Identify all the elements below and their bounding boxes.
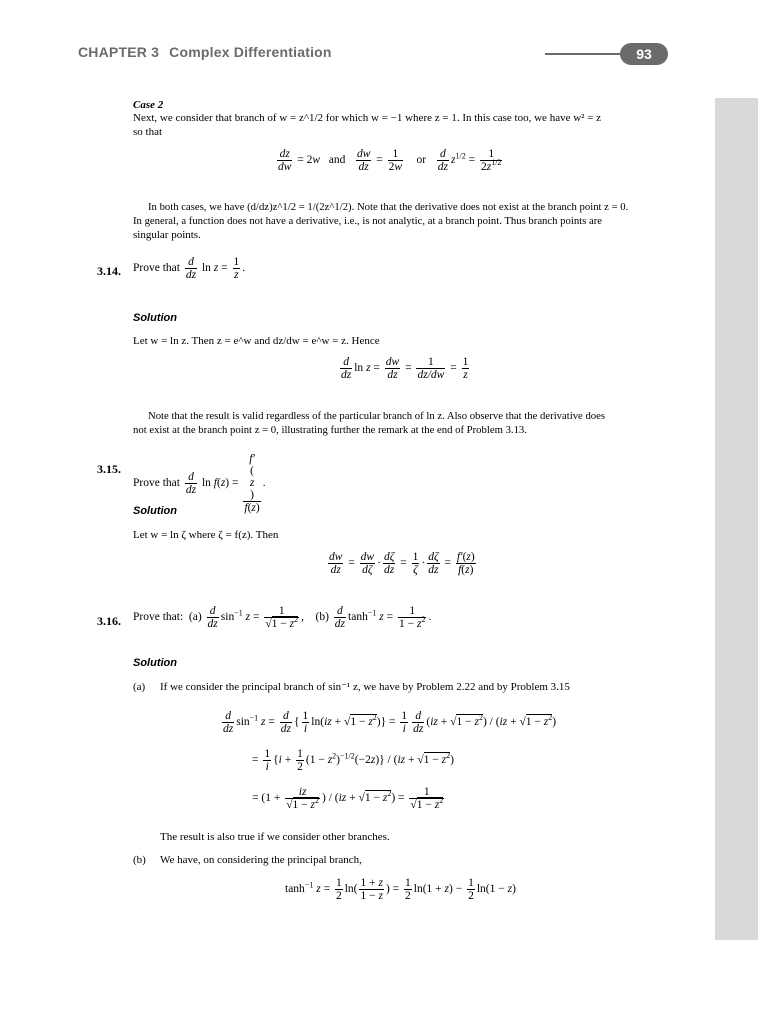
problem-statement: Prove that: (a) $\frac{d}{dz}$ $\sin^{-1} z$ = $\frac{1}{√1 - z^2}$ , (b) $\frac{d}{dz}$ $\tanh^{-1} z$ = $\frac{1}{1 - z^2}$ . <box>133 605 432 630</box>
case2-para-3: singular points. <box>133 229 201 241</box>
case2-text-2: so that <box>133 126 163 138</box>
solution-equation: $\frac{dw}{dz}$ = $\frac{dw}{d\zeta}$ · $\frac{d\zeta}{dz}$ = $\frac{1}{\zeta}$ · $\frac{d\zeta}{dz}$ = $\frac{f'(z)}{f(z)}$ <box>329 551 475 576</box>
problem-number: 3.14. <box>97 264 121 278</box>
case2-heading: Case 2 <box>133 99 164 111</box>
case2-para: In both cases, we have (d/dz)z^1/2 = 1/(2z^1/2). Note that the derivative does not exist at the branch point z = 0. <box>148 201 629 213</box>
part-a-label: (a) <box>133 681 146 693</box>
solution-label: Solution <box>133 312 177 324</box>
problem-number: 3.15. <box>97 462 121 476</box>
case2-para-2: In general, a function does not have a derivative, i.e., is not analytic, at a branch point. Thus branch points are <box>133 215 603 227</box>
problem-statement: Prove that $\frac{d}{dz}$ ln f(z) = f′ ( z ) f(z) . <box>133 453 266 514</box>
case2-equation: $\frac{dz}{dw}$ = 2w and $\frac{dw}{dz}$ = $\frac{1}{2w}$ or $\frac{d}{dz}$ $z^{1/2}$ = $\frac{1}{2z^{1/2}}$ <box>278 148 502 173</box>
chapter-title: Complex Differentiation <box>169 44 332 60</box>
equation-a-line-2: = $\frac{1}{i}$ {i + $\frac{1}{2}$ $(1 - z^2)^{-1/2}(-2z)\} / (iz + √1 - z^2)$ <box>252 748 454 773</box>
equation-a-line-1: $\frac{d}{dz}$ $\sin^{-1} z$ = $\frac{d}{dz}$ { $\frac{1}{i}$ $\ln(iz + √1 - z^2)$} = $\frac{1}{i}$ $\frac{d}{dz}$ $(iz + √1 - z^2) / (iz + √1 - z^2)$ <box>223 710 557 735</box>
chapter-label: CHAPTER 3 <box>78 44 160 60</box>
solution-equation: $\frac{d}{dz}$ ln z = $\frac{dw}{dz}$ = $\frac{1}{dz/dw}$ = $\frac{1}{z}$ <box>341 356 469 381</box>
equation-b-line-1: $\tanh^{-1} z$ = $\frac{1}{2}$ ln( $\frac{1 + z}{1 - z}$ ) = $\frac{1}{2}$ ln(1 + z) − $\frac{1}{2}$ ln(1 − z) <box>285 877 516 902</box>
problem-number: 3.16. <box>97 614 121 628</box>
part-a-note: The result is also true if we consider other branches. <box>160 831 390 843</box>
part-b-text: We have, on considering the principal branch, <box>160 854 362 866</box>
equation-a-line-3: = (1 + $\frac{iz}{√1 - z^2}$ ) / $(iz + √1 - z^2)$ = $\frac{1}{√1 - z^2}$ <box>252 786 444 811</box>
solution-label: Solution <box>133 505 177 517</box>
page-number-badge: 93 <box>620 43 668 65</box>
case2-text: Next, we consider that branch of w = z^1/2 for which w = −1 where z = 1. In this case too, we have w² = z <box>133 112 602 124</box>
solution-text: Let w = ln ζ where ζ = f(z). Then <box>133 529 279 541</box>
solution-text: Let w = ln z. Then z = e^w and dz/dw = e^w = z. Hence <box>133 335 380 347</box>
solution-note-2: not exist at the branch point z = 0, illustrating further the remark at the end of Problem 3.13. <box>133 424 527 436</box>
part-a-text: If we consider the principal branch of sin⁻¹ z, we have by Problem 2.22 and by Problem 3.15 <box>160 681 570 693</box>
solution-label: Solution <box>133 657 177 669</box>
side-tab <box>715 98 758 940</box>
part-b-label: (b) <box>133 854 146 866</box>
solution-note: Note that the result is valid regardless of the particular branch of ln z. Also observe that the derivative does <box>148 410 606 422</box>
problem-statement: Prove that $\frac{d}{dz}$ ln z = $\frac{1}{z}$ . <box>133 256 246 281</box>
chapter-header <box>78 44 332 60</box>
